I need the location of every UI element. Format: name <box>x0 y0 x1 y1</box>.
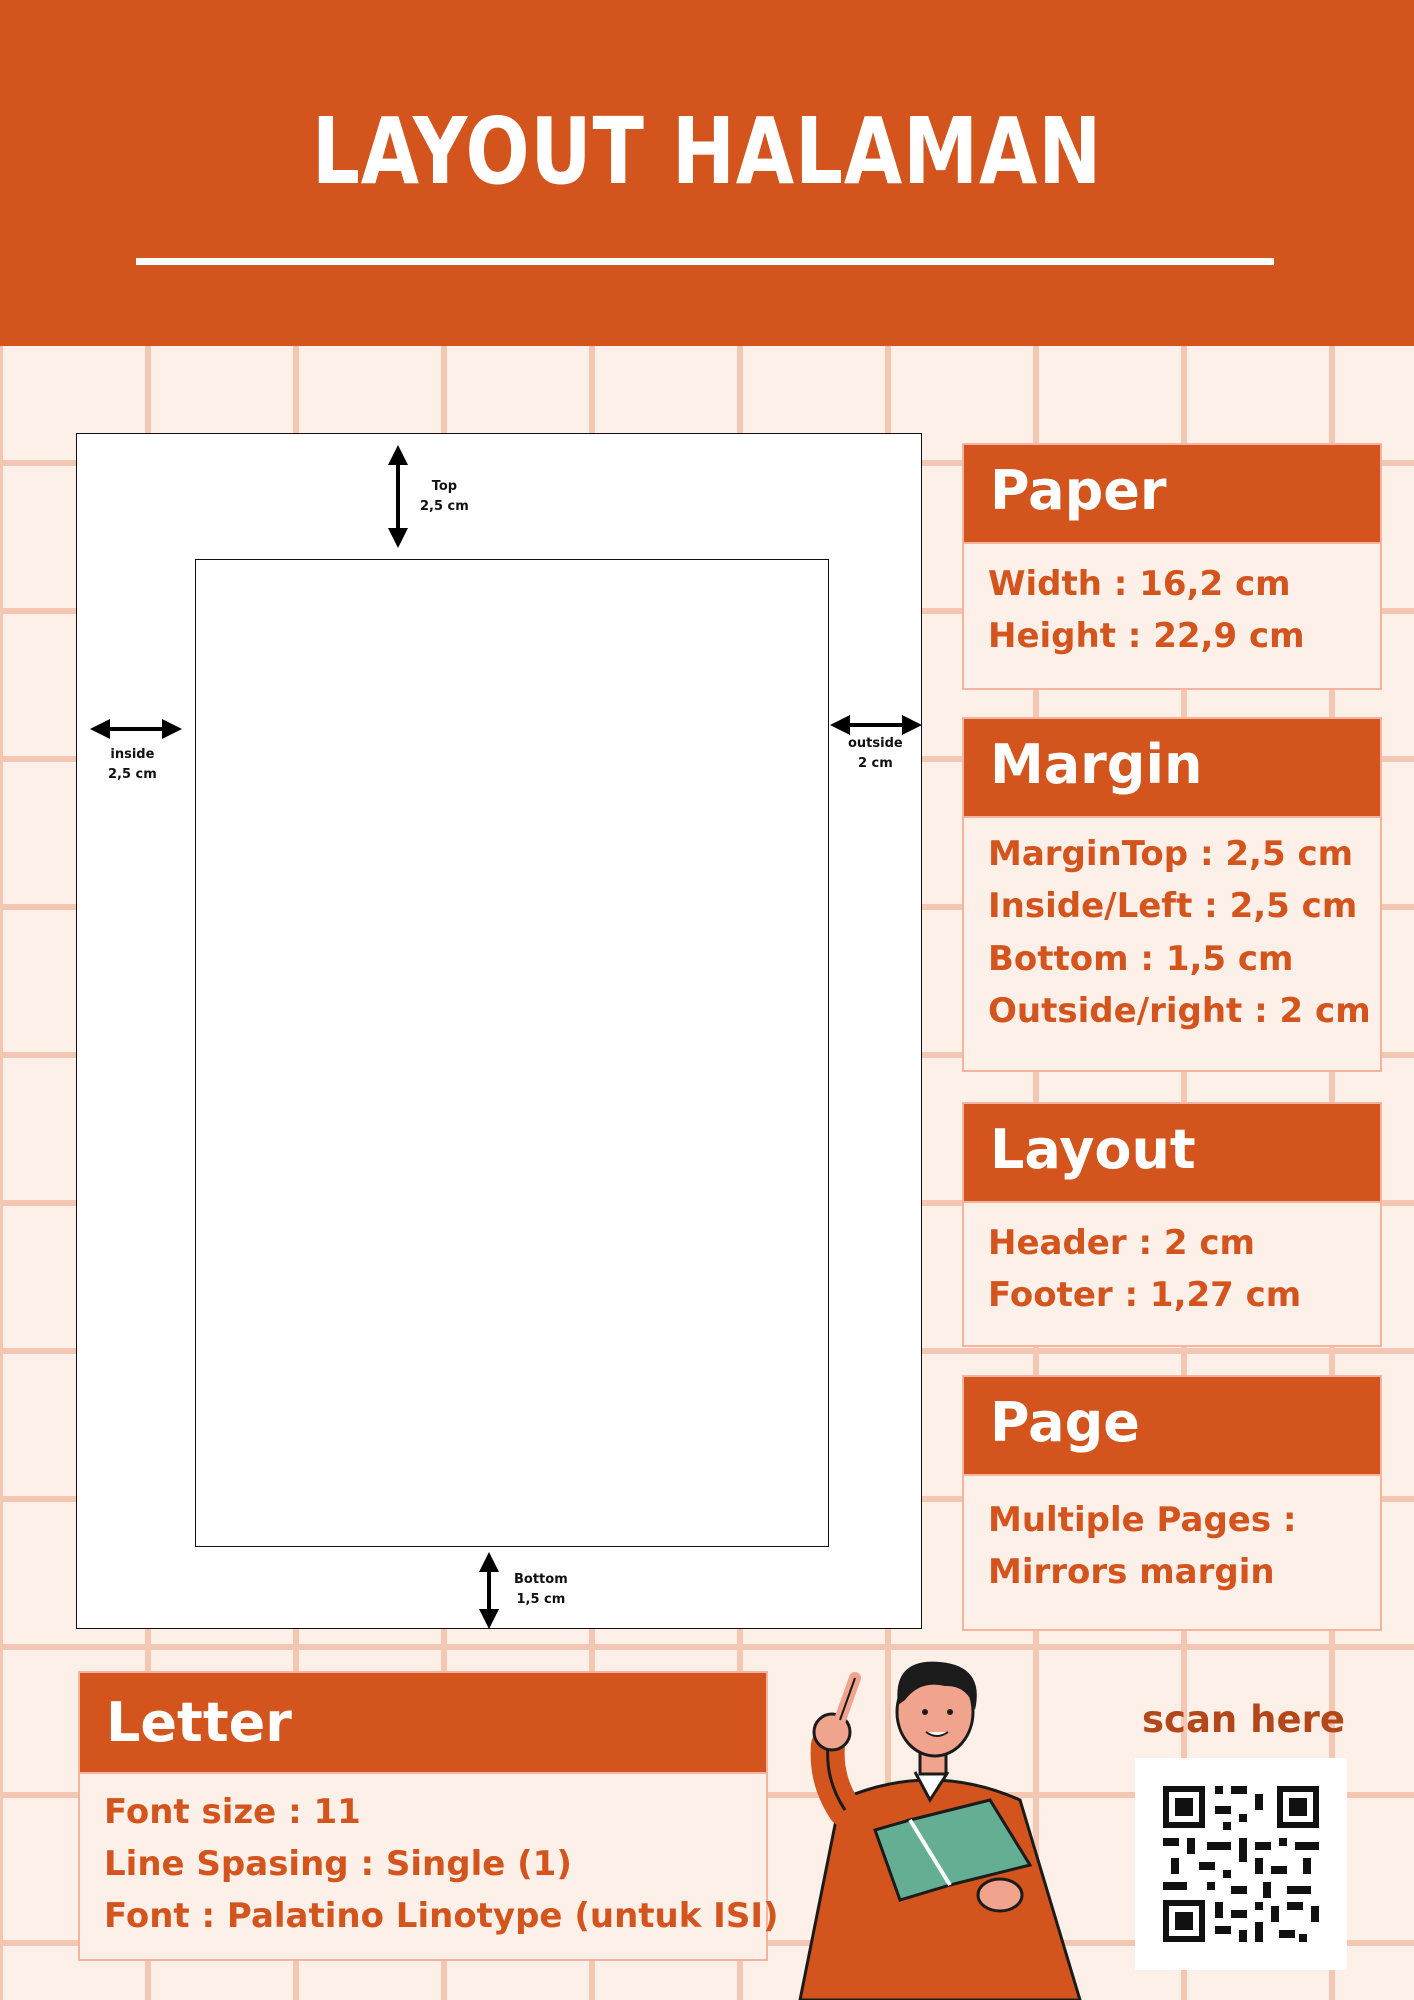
margin-card <box>962 717 1382 1072</box>
inside-value-text: 2,5 cm <box>108 767 157 782</box>
margin-outside: Outside/right : 2 cm <box>988 991 1371 1031</box>
letter-font: Font : Palatino Linotype (untuk ISI) <box>104 1896 779 1936</box>
page-title: LAYOUT HALAMAN <box>311 98 1103 205</box>
margin-top: MarginTop : 2,5 cm <box>988 834 1354 874</box>
page-multiple: Multiple Pages : <box>988 1500 1297 1540</box>
qr-code-icon <box>1135 1758 1347 1970</box>
paper-card-title: Paper <box>990 459 1167 522</box>
page-mirrors: Mirrors margin <box>988 1552 1275 1592</box>
bottom-value-text: 1,5 cm <box>516 1592 566 1607</box>
page-card-body <box>962 1476 1382 1631</box>
outside-margin-label <box>848 734 903 774</box>
paper-width: Width : 16,2 cm <box>988 564 1291 604</box>
letter-card-header <box>78 1671 768 1774</box>
paper-card-body <box>962 544 1382 690</box>
outside-value-text: 2 cm <box>857 756 893 771</box>
layout-card-title: Layout <box>990 1118 1196 1181</box>
paper-height: Height : 22,9 cm <box>988 616 1305 656</box>
inside-margin-label <box>108 745 157 785</box>
top-label-text: Top <box>431 479 458 494</box>
letter-line-spacing: Line Spasing : Single (1) <box>104 1844 572 1884</box>
margin-card-header <box>962 717 1382 818</box>
margin-card-body <box>962 818 1382 1072</box>
letter-card-body <box>78 1774 779 1961</box>
top-value-text: 2,5 cm <box>420 499 469 514</box>
page-card <box>962 1375 1382 1631</box>
layout-card-body <box>962 1203 1382 1347</box>
outside-label-text: outside <box>848 736 903 751</box>
inside-label-text: inside <box>110 747 155 762</box>
person-reading-illustration <box>780 1650 1110 2000</box>
page-card-title: Page <box>990 1391 1140 1454</box>
margin-bottom: Bottom : 1,5 cm <box>988 939 1294 979</box>
page-card-header <box>962 1375 1382 1476</box>
bottom-label-text: Bottom <box>514 1572 568 1587</box>
layout-card <box>962 1102 1382 1347</box>
letter-card <box>78 1671 779 1961</box>
letter-card-title: Letter <box>106 1691 292 1754</box>
margin-inside: Inside/Left : 2,5 cm <box>988 886 1358 926</box>
letter-font-size: Font size : 11 <box>104 1792 361 1832</box>
scan-here-label: scan here <box>1142 1698 1345 1741</box>
top-margin-label <box>420 477 469 517</box>
bottom-margin-label <box>514 1570 568 1610</box>
layout-card-header <box>962 1102 1382 1203</box>
layout-footer: Footer : 1,27 cm <box>988 1275 1302 1315</box>
layout-header: Header : 2 cm <box>988 1223 1255 1263</box>
paper-card-header <box>962 443 1382 544</box>
paper-card <box>962 443 1382 690</box>
margin-card-title: Margin <box>990 733 1203 796</box>
qr-code-box[interactable] <box>1135 1758 1347 1970</box>
